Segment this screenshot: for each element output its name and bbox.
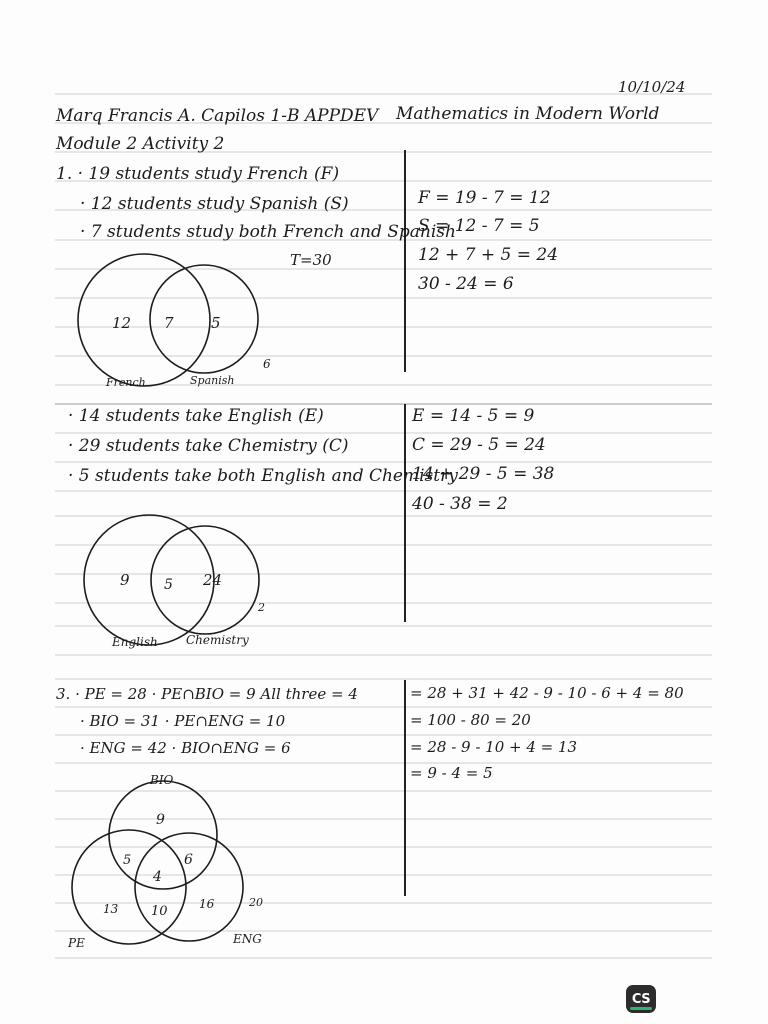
problem3-solution-3: = 28 - 9 - 10 + 4 = 13	[410, 738, 578, 756]
problem3-given-1: 3. · PE = 28 · PE∩BIO = 9 All three = 4	[56, 685, 358, 703]
venn3-bio-only: 9	[156, 812, 165, 828]
problem2-solution-3: 14 + 29 - 5 = 38	[412, 464, 555, 484]
date: 10/10/24	[618, 78, 686, 96]
problem2-solution-1: E = 14 - 5 = 9	[412, 406, 535, 426]
problem1-given-1: 1. · 19 students study French (F)	[56, 164, 340, 184]
problem2-solution-2: C = 29 - 5 = 24	[412, 435, 546, 455]
venn3-eng-only: 16	[199, 897, 215, 911]
venn1-both: 7	[164, 314, 174, 332]
problem1-total: T=30	[290, 251, 332, 269]
venn3-label-pe: PE	[68, 936, 85, 950]
problem2-solution-4: 40 - 38 = 2	[412, 494, 508, 514]
venn2-outside: 2	[258, 601, 265, 614]
problem1-solution-1: F = 19 - 7 = 12	[418, 188, 551, 208]
venn-diagram-3	[72, 781, 243, 944]
venn1-label-spanish: Spanish	[190, 374, 235, 387]
venn1-only-spanish: 5	[211, 314, 221, 332]
problem3-solution-4: = 9 - 4 = 5	[410, 764, 493, 782]
problem3-solution-1: = 28 + 31 + 42 - 9 - 10 - 6 + 4 = 80	[410, 684, 684, 702]
problem3-given-3: · ENG = 42 · BIO∩ENG = 6	[80, 739, 291, 757]
venn2-only-chemistry: 24	[203, 571, 223, 589]
camscanner-logo	[626, 985, 656, 1013]
problem1-solution-2: S = 12 - 7 = 5	[418, 216, 540, 236]
venn3-label-eng: ENG	[233, 932, 262, 946]
venn1-outside: 6	[263, 357, 271, 371]
venn3-pe-only: 13	[103, 902, 119, 916]
venn2-both: 5	[164, 577, 173, 593]
problem2-given-2: · 29 students take Chemistry (C)	[68, 436, 349, 456]
module-title: Module 2 Activity 2	[56, 134, 225, 154]
venn1-circle-french	[78, 254, 210, 386]
camscanner-logo-text: CS	[631, 991, 651, 1007]
venn3-pe-bio: 5	[123, 853, 132, 868]
problem2-given-1: · 14 students take English (E)	[68, 406, 324, 426]
problem1-given-3: · 7 students study both French and Spanish	[80, 222, 456, 242]
problem1-solution-3: 12 + 7 + 5 = 24	[418, 245, 559, 265]
venn1-only-french: 12	[112, 314, 132, 332]
venn1-label-french: French	[106, 376, 146, 389]
venn3-pe-eng: 10	[151, 904, 168, 919]
venn3-label-bio: BIO	[150, 773, 174, 787]
student-name: Marq Francis A. Capilos 1-B APPDEV	[56, 106, 379, 126]
problem3-solution-2: = 100 - 80 = 20	[410, 711, 531, 729]
venn2-circle-english	[84, 515, 214, 645]
problem1-given-2: · 12 students study Spanish (S)	[80, 194, 349, 214]
venn3-bio-eng: 6	[184, 852, 193, 868]
problem2-given-3: · 5 students take both English and Chemistry	[68, 466, 458, 486]
problem3-given-2: · BIO = 31 · PE∩ENG = 10	[80, 712, 286, 730]
venn2-only-english: 9	[120, 571, 130, 589]
venn2-label-chemistry: Chemistry	[186, 633, 249, 647]
venn3-outside: 20	[249, 896, 263, 909]
subject-title: Mathematics in Modern World	[396, 104, 660, 124]
venn2-label-english: English	[112, 635, 158, 649]
venn3-circle-pe	[72, 830, 186, 944]
problem1-solution-4: 30 - 24 = 6	[418, 274, 514, 294]
venn3-all-three: 4	[153, 869, 162, 885]
